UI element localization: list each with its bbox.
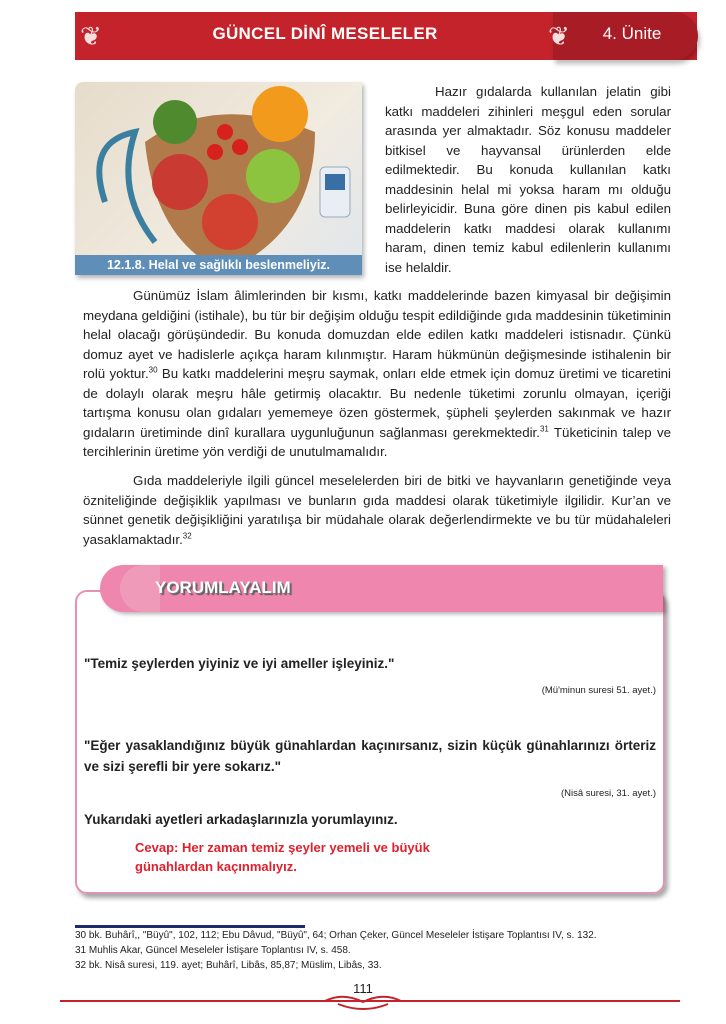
answer-line: günahlardan kaçınmalıyız. bbox=[135, 859, 297, 874]
chapter-title: GÜNCEL DİNÎ MESELELER bbox=[212, 24, 438, 43]
intro-paragraph bbox=[385, 82, 671, 277]
text: Tüketicinin talep ve tercihlerinin üretime yön verdiği de unutulmamalıdır. bbox=[83, 424, 671, 459]
text: Gıda maddeleriyle ilgili güncel meselelerden biri de bitki ve hayvanların genetiğinde veya özniteliğinde değişiklik yapılması ve bunların gıda maddesi olarak tüketimiyle ilgilidir. Kur’an ve sünnet genetik değişikliğini yaratılışa bir müdahale olarak değerlendirmekte ve bu tür müdahaleleri yasaklamaktadır. bbox=[83, 473, 671, 547]
text: Günümüz İslam âlimlerinden bir kısmı, katkı maddelerinde bazen kimyasal bir değişimin meydana geldiğini (istihale), bu tür bir değişim olduğu tespit edildiğinde gıda maddesinin tüketiminin helal olacağı görüşündedir. Bu konuda domuzdan elde edilen katkı maddeleri istisnadır. Çünkü domuz ayet ve hadislerle açıkça haram kılınmıştır. Haram hükmünün değişmesinde istihalenin bir rolü yoktur. bbox=[83, 288, 671, 381]
quote-2-reference: (Nisâ suresi, 31. ayet.) bbox=[560, 788, 656, 799]
answer-text bbox=[135, 838, 430, 876]
ornament-icon: ❦ bbox=[80, 21, 102, 51]
unit-label: 4. Ünite bbox=[602, 24, 662, 43]
paragraph-text bbox=[83, 286, 671, 462]
activity-header-tab bbox=[120, 565, 160, 612]
footnote-32: 32 bk. Nisâ suresi, 119. ayet; Buhârî, Libâs, 85,87; Müslim, Libâs, 33. bbox=[75, 960, 382, 971]
healthy-food-photo bbox=[75, 82, 362, 275]
quote-1: "Temiz şeylerden yiyiniz ve iyi ameller işleyiniz." bbox=[84, 656, 395, 671]
main-paragraph bbox=[83, 286, 671, 462]
footer-ornament-icon bbox=[323, 992, 403, 1012]
footnote-divider bbox=[75, 925, 305, 928]
footnote-31: 31 Muhlis Akar, Güncel Meseleler İstişare Toplantısı IV, s. 458. bbox=[75, 945, 351, 956]
footnote-30: 30 bk. Buhârî,, "Büyû", 102, 112; Ebu Dâvud, "Büyû", 64; Orhan Çeker, Güncel Meseleler İstişare Toplantısı IV, s. 132. bbox=[75, 930, 597, 941]
paragraph-text bbox=[83, 471, 671, 549]
footnote-ref[interactable]: 32 bbox=[182, 531, 192, 541]
fruit-bowl-illustration bbox=[75, 82, 362, 275]
footnote-ref[interactable]: 31 bbox=[539, 424, 549, 434]
quote-1-reference: (Mü'minun suresi 51. ayet.) bbox=[541, 685, 656, 696]
genetics-paragraph bbox=[83, 471, 671, 549]
ornament-icon: ❦ bbox=[548, 21, 570, 51]
paragraph-text: Hazır gıdalarda kullanılan jelatin gibi katkı maddeleri zihinleri meşgul eden sorular arasında yer almaktadır. Söz konusu maddeler bitkisel ve hayvansal ürünlerden elde edilmektedir. Bu konuda kullanılan katkı maddesinin helal mi yoksa haram mı olduğu belirleyicidir. Buna göre dinen pis kabul edilen maddelerin katkı maddesi olarak kullanımı haram, dinen temiz kabul edilenlerin kullanımı ise helaldir. bbox=[385, 84, 671, 275]
text: Bu katkı maddelerini meşru saymak, onları elde etmek için domuz üretimi ve ticaretini de dolaylı olarak meşru hâle getirmiş olacaktır. Bu nedenle tüketimi zorunlu olmayan, içeriği tartışma konusu olan gıdaları yememeye özen göstermek, şüpheli şeylerden sakınmak ve hazır gıdaların üretiminde dinî kurallara uygunluğunun sağlanması gerekmektedir. bbox=[83, 366, 671, 440]
footnote-ref[interactable]: 30 bbox=[148, 365, 158, 375]
activity-title: YORUMLAYALIM bbox=[155, 578, 291, 597]
page-number: 111 bbox=[353, 981, 373, 996]
activity-instruction: Yukarıdaki ayetleri arkadaşlarınızla yorumlayınız. bbox=[84, 812, 398, 827]
quote-2: "Eğer yasaklandığınız büyük günahlardan kaçınırsanız, sizin küçük günahlarınızı örteriz ve sizi şerefli bir yere sokarız." bbox=[84, 738, 656, 774]
answer-line: Cevap: Her zaman temiz şeyler yemeli ve büyük bbox=[135, 840, 430, 855]
figure-caption: 12.1.8. Helal ve sağlıklı beslenmeliyiz. bbox=[75, 255, 362, 275]
